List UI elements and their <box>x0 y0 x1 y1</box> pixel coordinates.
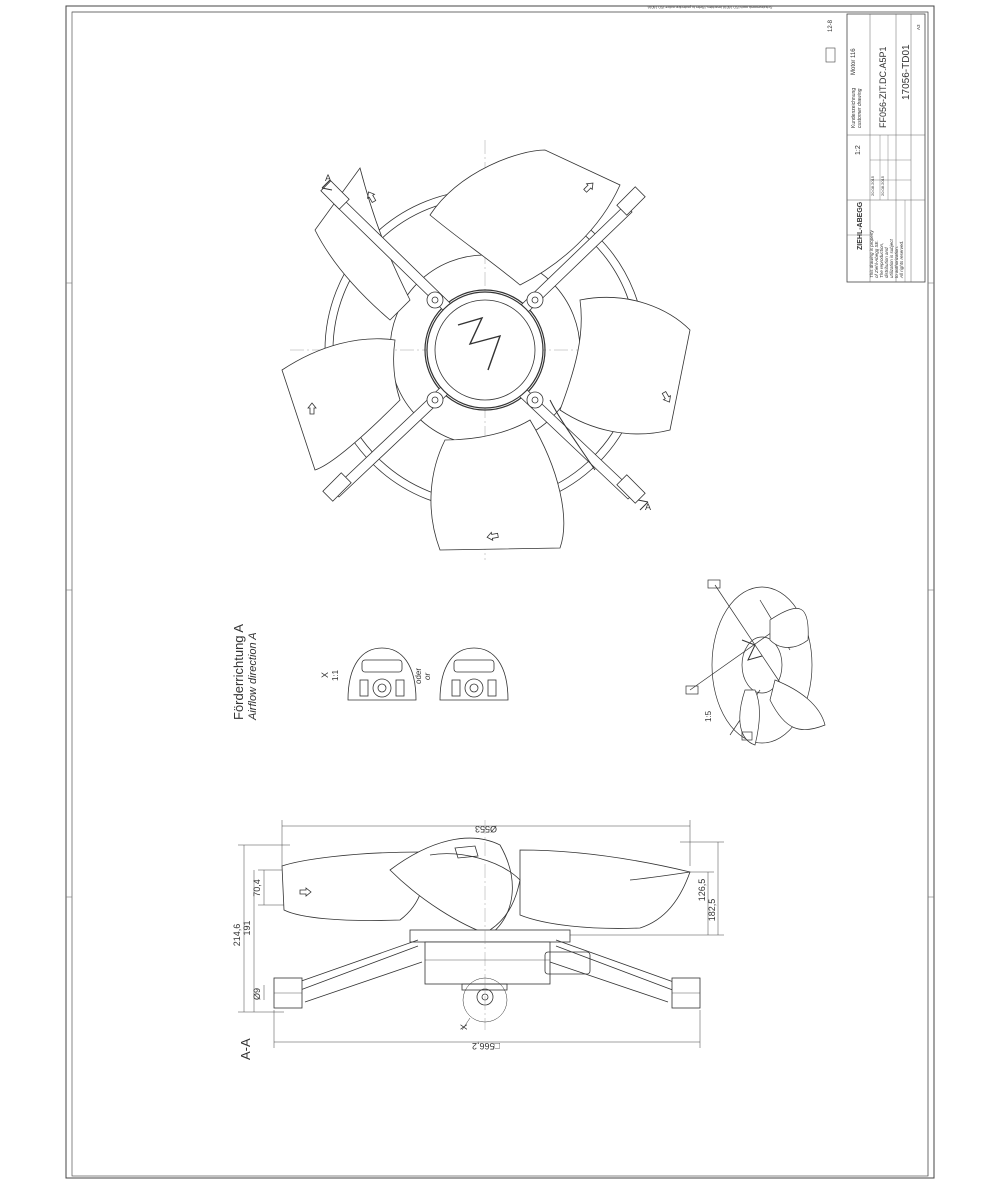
dim-right-126: 126,5 <box>697 878 707 902</box>
airflow-label-en: Airflow direction A <box>247 632 259 720</box>
section-a-a-view <box>238 820 724 1048</box>
dim-height-191: 191 <box>242 920 252 936</box>
dim-right-182: 182,5 <box>707 898 717 922</box>
iso-scale: 1:5 <box>704 710 713 722</box>
notice-line-5: utilization is subject <box>889 239 894 278</box>
company-logo-text: ZIEHL-ABEGG <box>857 201 864 250</box>
part-number: FF056-ZIT.DC.A5P1 <box>878 46 888 128</box>
airflow-label-de: Förderrichtung A <box>231 623 246 720</box>
detail-x-scale: 1:1 <box>331 669 340 681</box>
format-value: A3 <box>916 24 921 30</box>
notice-line-4: distribution and <box>884 247 889 278</box>
dim-total-height: 214,6 <box>232 923 242 947</box>
header-strip-text: Schutzvermerk nach ISO 16016 beachten / Refer to protection notice ISO 16016 <box>647 5 773 9</box>
notice-line-3: The reproduction, <box>879 242 884 278</box>
customer-drawing-label: Kundenzeichnung <box>851 87 857 128</box>
detail-or-text: oder <box>414 667 423 684</box>
sheet-rev: 12-8 <box>828 19 834 32</box>
customer-drawing-label-en: customer drawing <box>857 88 863 128</box>
scale-value: 1:2 <box>855 145 862 155</box>
motor-label: Motor 116 <box>851 48 857 75</box>
dim-hole: Ø9 <box>252 987 262 1001</box>
dim-top-diameter: Ø553 <box>474 824 498 834</box>
section-marker-top: A <box>325 173 332 183</box>
date-1: 20.08.2015 <box>870 175 875 196</box>
notice-line-2: of Ziehl-Abegg SE. <box>874 240 879 278</box>
detail-x-label: X <box>320 671 330 678</box>
dim-height-70: 70,4 <box>252 879 262 897</box>
section-marker-bottom: A <box>645 502 652 512</box>
drawing-number: 17056-TD01 <box>901 44 912 100</box>
date-2: 20.08.2015 <box>880 175 885 196</box>
notice-line-7: All rights reserved. <box>899 240 904 278</box>
dim-bottom-width: □566,2 <box>472 1041 500 1051</box>
detail-or-text-en: or <box>423 672 432 680</box>
detail-x-marker: X <box>459 1023 469 1030</box>
notice-line-1: This drawing is property <box>869 230 874 278</box>
fan-top-view <box>282 140 690 560</box>
section-label: A-A <box>238 1038 253 1060</box>
notice-line-6: to authorization. <box>894 245 899 278</box>
title-block <box>826 14 925 282</box>
